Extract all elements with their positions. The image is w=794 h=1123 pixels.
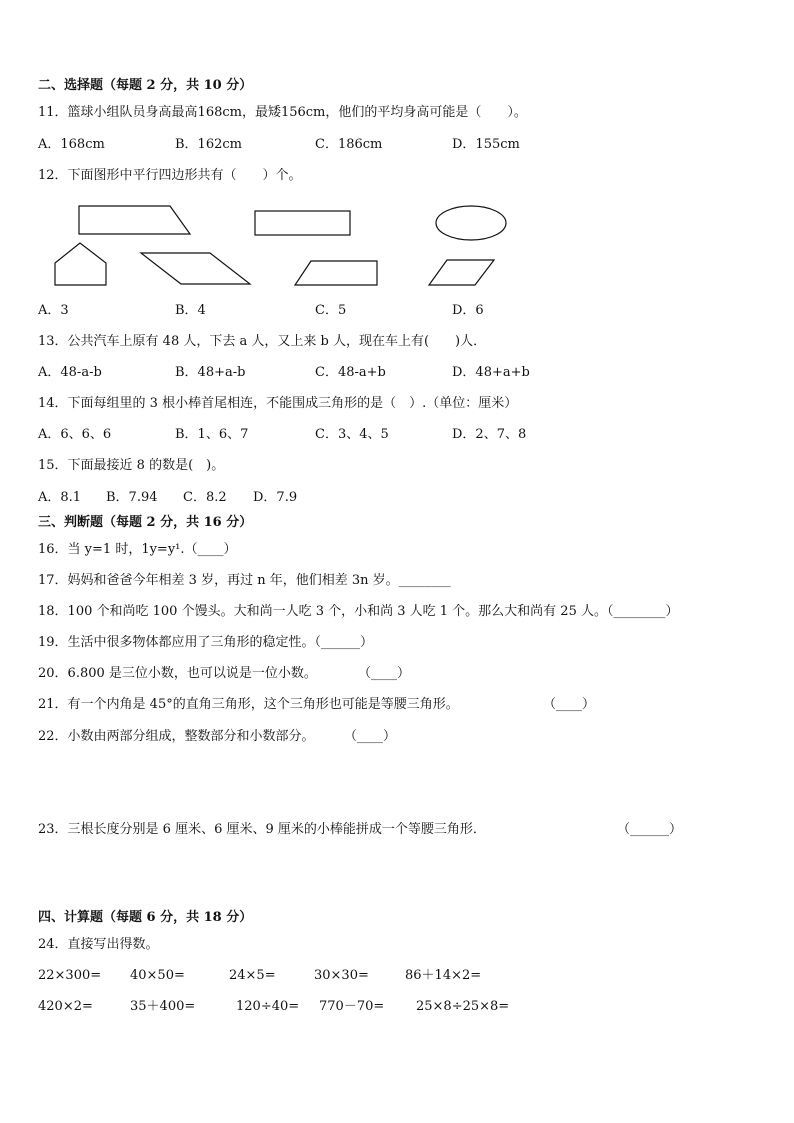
q18-blank: ________ [613, 604, 666, 619]
calc-item: 22×300= [38, 968, 102, 983]
trapezoid-shape [79, 206, 190, 234]
question-22: 22．小数由两部分组成，整数部分和小数部分。 [38, 729, 315, 744]
q21-blank: （____） [543, 697, 596, 712]
q15-option-a: A．8.1 [38, 490, 82, 505]
q11-option-a: A．168cm [38, 137, 105, 152]
q11-option-c: C．186cm [315, 137, 383, 152]
question-16 [38, 542, 237, 558]
question-18 [38, 604, 679, 620]
q11-option-d: D．155cm [452, 137, 520, 152]
q12-option-a: A．3 [38, 303, 69, 318]
question-11: 11．篮球小组队员身高最高168cm，最矮156cm，他们的平均身高可能是（ ）。 [38, 105, 527, 120]
q11-option-b: B．162cm [175, 137, 242, 152]
question-23: 23．三根长度分别是 6 厘米、6 厘米、9 厘米的小棒能拼成一个等腰三角形． [38, 822, 486, 837]
parallelogram-shape-3 [429, 260, 494, 285]
q16-blank: ____ [197, 542, 224, 557]
q14-option-c: C．3、4、5 [315, 427, 389, 442]
section-title-judgement: 三、判断题（每题 2 分，共 16 分） [38, 515, 253, 530]
q15-option-d: D．7.9 [253, 490, 298, 505]
q13-option-c: C．48-a+b [315, 365, 386, 380]
calc-item: 120÷40= [236, 999, 300, 1014]
pentagon-shape [55, 243, 106, 285]
question-17 [38, 573, 451, 589]
question-14: 14．下面每组里的 3 根小棒首尾相连，不能围成三角形的是（ ）.（单位：厘米） [38, 396, 518, 411]
shapes-figure [40, 200, 520, 295]
rectangle-shape [255, 211, 350, 235]
parallelogram-shape-2 [295, 261, 377, 285]
q19-close: ） [360, 635, 374, 650]
parallelogram-shape-1 [141, 253, 250, 284]
calc-item: 40×50= [130, 968, 185, 983]
question-24: 24．直接写出得数。 [38, 937, 159, 952]
ellipse-shape [436, 206, 506, 240]
q12-option-d: D．6 [452, 303, 484, 318]
calc-item: 30×30= [314, 968, 369, 983]
question-19 [38, 635, 373, 651]
q19-text: 19．生活中很多物体都应用了三角形的稳定性。（ [38, 635, 322, 650]
q23-blank: （______） [617, 822, 683, 837]
question-13: 13．公共汽车上原有 48 人，下去 a 人，又上来 b 人，现在车上有( )人． [38, 334, 487, 349]
q16-close: ） [223, 542, 237, 557]
calc-item: 25×8÷25×8= [416, 999, 510, 1014]
calc-item: 35＋400= [130, 999, 196, 1014]
q14-option-d: D．2、7、8 [452, 427, 527, 442]
q12-option-c: C．5 [315, 303, 347, 318]
q15-option-c: C．8.2 [183, 490, 227, 505]
calc-item: 86＋14×2= [405, 968, 482, 983]
q22-blank: （____） [344, 729, 397, 744]
q18-close: ） [665, 604, 679, 619]
q18-text: 18．100 个和尚吃 100 个馒头。大和尚一人吃 3 个，小和尚 3 人吃 1 个。那么大和尚有 25 人。（ [38, 604, 614, 619]
q16-text: 16．当 y=1 时，1y=y¹.（ [38, 542, 198, 557]
q14-option-b: B．1、6、7 [175, 427, 249, 442]
question-12: 12．下面图形中平行四边形共有（ ）个。 [38, 168, 302, 183]
calc-item: 24×5= [229, 968, 276, 983]
q14-option-a: A．6、6、6 [38, 427, 112, 442]
question-21: 21．有一个内角是 45°的直角三角形，这个三角形也可能是等腰三角形。 [38, 697, 459, 712]
q15-option-b: B．7.94 [106, 490, 158, 505]
q12-option-b: B．4 [175, 303, 206, 318]
q17-blank: ________ [398, 573, 451, 588]
calc-item: 420×2= [38, 999, 93, 1014]
q13-option-b: B．48+a-b [175, 365, 246, 380]
question-15: 15．下面最接近 8 的数是( )。 [38, 458, 225, 473]
q13-option-d: D．48+a+b [452, 365, 530, 380]
section-title-choice: 二、选择题（每题 2 分，共 10 分） [38, 78, 253, 93]
section-title-calculation: 四、计算题（每题 6 分，共 18 分） [38, 910, 253, 925]
q20-blank: （____） [358, 666, 411, 681]
calc-item: 770－70= [319, 999, 385, 1014]
q19-blank: ______ [321, 635, 361, 650]
q17-text: 17．妈妈和爸爸今年相差 3 岁，再过 n 年，他们相差 3n 岁。 [38, 573, 399, 588]
question-20: 20．6.800 是三位小数，也可以说是一位小数。 [38, 666, 317, 681]
q13-option-a: A．48-a-b [38, 365, 102, 380]
